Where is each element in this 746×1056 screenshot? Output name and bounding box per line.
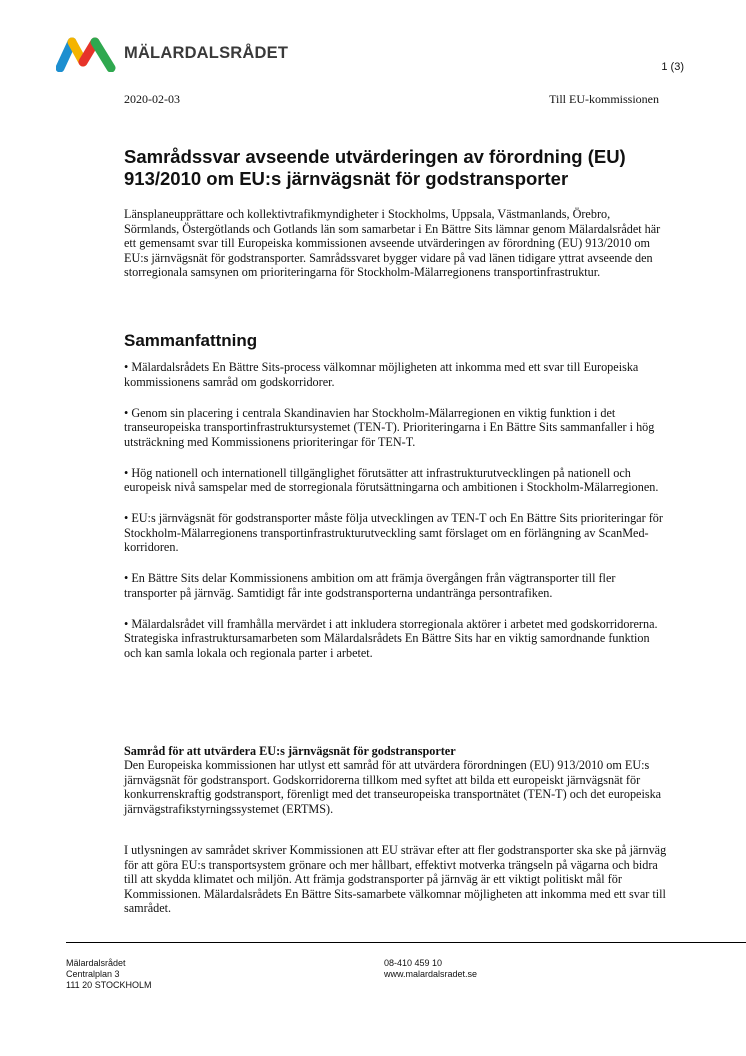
document-date: 2020-02-03 [124,92,180,106]
malardalsradet-logo [56,34,288,72]
section-paragraph-2: I utlysningen av samrådet skriver Kommissionen att EU strävar efter att fler godstransporter ska ske på järnväg för att göra EU:s transportsystem grönare och mer hållbart, effektivt motverka trängseln på vägarna och bidra till att skydda klimatet och miljön. Att främja godstransporter på järnväg är ett viktigt politiskt mål för Kommissionen. Mälardalsrådets En Bättre Sits-samarbete välkomnar möjligheten att inkomma med ett svar till samrådet. [124,843,667,915]
footer-divider [66,942,746,943]
footer-address [66,958,152,991]
summary-bullet: • Genom sin placering i centrala Skandinavien har Stockholm-Mälarregionen en viktig funktion i det transeuropeiska transportinfrastruktursystemet (TEN-T). Prioriteringarna i En Bättre Sits sammanfaller i hög utsträckning med Kommissionens prioriteringar för TEN-T. [124,405,655,449]
footer-contact [384,958,477,980]
document-title: Samrådssvar avseende utvärderingen av förordning (EU) 913/2010 om EU:s järnvägsnät för godstransporter [124,146,626,189]
summary-bullet: • Hög nationell och internationell tillgänglighet förutsätter att infrastrukturutvecklingen på nationell och europeisk nivå samspelar med de storregionala förutsättningarna och ambitionen i Stockholm-Mälarregionen. [124,465,659,494]
logo-mark-icon [56,34,118,72]
logo-text: MÄLARDALSRÅDET [124,43,289,62]
footer-org: Mälardalsrådet [66,958,126,968]
summary-heading: Sammanfattning [124,331,258,350]
footer-website: www.malardalsradet.se [384,969,478,979]
page-number: 1 (3) [661,61,684,73]
summary-bullet: • EU:s järnvägsnät för godstransporter måste följa utvecklingen av TEN-T och En Bättre Sits prioriteringar för Stockholm-Mälarregionens transportinfrastrukturutveckling samt förslaget om en förlängning av ScanMed-korridoren. [124,511,663,554]
summary-bullet: • En Bättre Sits delar Kommissionens ambition om att främja övergången från vägtransporter till fler transporter på järnväg. Samtidigt får inte godstransporterna undantränga persontrafiken. [124,571,616,600]
footer-city: 111 20 STOCKHOLM [66,980,152,990]
footer-street: Centralplan 3 [66,969,120,979]
recipient: Till EU-kommissionen [549,92,659,106]
summary-list [124,360,669,677]
summary-bullet: • Mälardalsrådet vill framhålla mervärdet i att inkludera storregionala aktörer i arbetet med godskorridorerna. Strategiska infrastruktursamarbeten som Mälardalsrådets En Bättre Sits har en viktig samordnande funktion och kan samla lokala och regionala parter i arbetet. [124,616,658,660]
section-heading: Samråd för att utvärdera EU:s järnvägsnät för godstransporter [124,744,456,758]
footer-phone: 08-410 459 10 [384,958,443,968]
section-paragraph-1: Den Europeiska kommissionen har utlyst ett samråd för att utvärdera förordningen (EU) 913/2010 om EU:s järnvägsnät för godstransport. Godskorridorerna tillkom med syftet att bilda ett europeiskt järnvägsnät för konkurrenskraftig godstransport, förenligt med det transeuropeiska transportnätet (TEN-T) och det europeiska järnvägstrafikstyrningssystemet (ERTMS). [124,758,662,816]
intro-paragraph: Länsplaneupprättare och kollektivtrafikmyndigheter i Stockholms, Uppsala, Västmanlands, Örebro, Sörmlands, Östergötlands och Gotlands län som samarbetar i En Bättre Sits lämnar genom Mälardalsrådet här ett gemensamt svar till Europeiska kommissionen avseende utvärderingen av förordning (EU) 913/2010 om EU:s järnvägsnät för godstransporter. Samrådssvaret bygger vidare på vad länen tidigare yttrat avseende den storregionala samsynen om prioriteringarna för Stockholm-Mälarregionens transportinfrastruktur. [124,207,661,279]
summary-bullet: • Mälardalsrådets En Bättre Sits-process välkomnar möjligheten att inkomma med ett svar till Europeiska kommissionens samråd om godskorridorer. [124,360,639,389]
